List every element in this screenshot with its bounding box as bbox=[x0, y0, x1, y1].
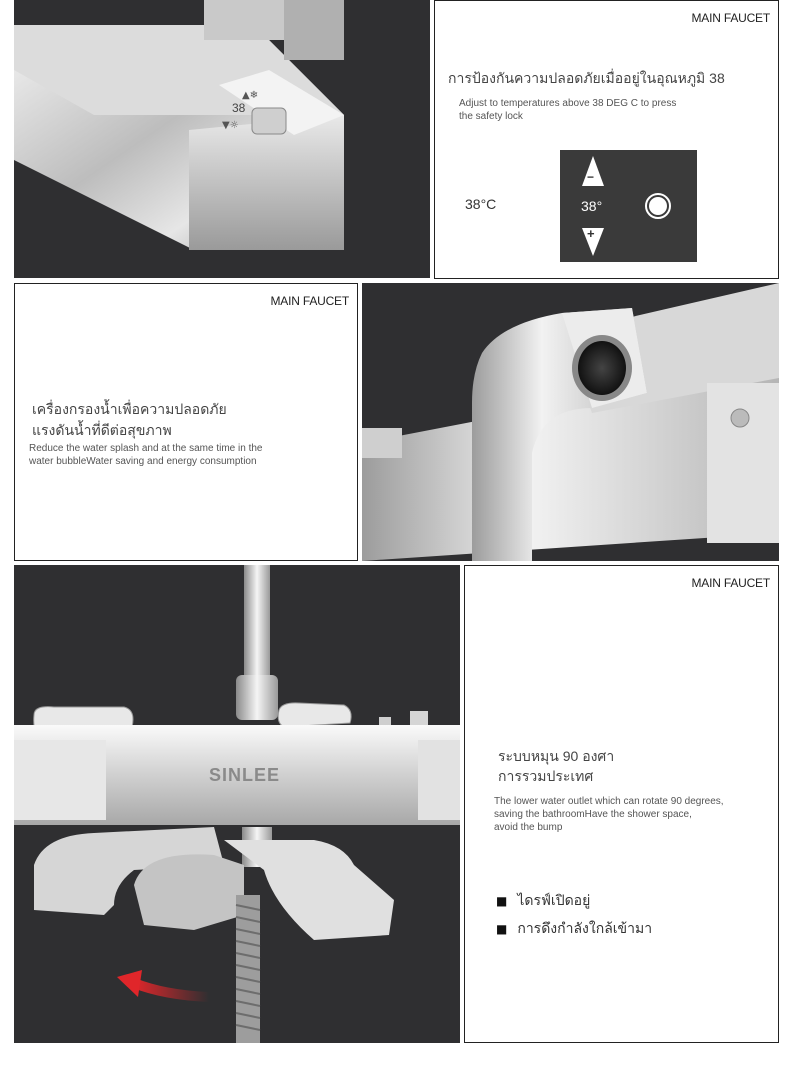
faucet-knob-illustration bbox=[14, 0, 430, 278]
spout-illustration bbox=[362, 283, 779, 561]
svg-text:▼☼: ▼☼ bbox=[222, 120, 239, 131]
main-faucet-tag: MAIN FAUCET bbox=[270, 294, 349, 308]
knob-temperature-label: 38 bbox=[232, 101, 246, 115]
feature-text: ไดรฟ์เปิดอยู่ bbox=[517, 892, 591, 908]
spout-aerator-photo bbox=[362, 283, 779, 561]
plus-sign: + bbox=[587, 226, 595, 241]
minus-sign: − bbox=[587, 170, 595, 184]
rotation-description-line3: avoid the bump bbox=[494, 822, 563, 833]
filter-description-line1: Reduce the water splash and at the same time in the bbox=[29, 443, 263, 454]
filter-title-line1: เครื่องกรองน้ำเพื่อความปลอดภัย bbox=[32, 401, 227, 417]
main-faucet-tag: MAIN FAUCET bbox=[691, 576, 770, 590]
rotation-description-line2: saving the bathroomHave the shower space, bbox=[494, 809, 692, 820]
filter-description-line2: water bubbleWater saving and energy consumption bbox=[29, 456, 257, 467]
safety-description-line1: Adjust to temperatures above 38 DEG C to press bbox=[459, 98, 677, 109]
rotation-description-line1: The lower water outlet which can rotate 90 degrees, bbox=[494, 796, 724, 807]
safety-lock-info-box bbox=[434, 0, 779, 279]
safety-title: การป้องกันความปลอดภัยเมื่ออยู่ในอุณหภูมิ 38 bbox=[448, 70, 725, 86]
display-temperature: 38° bbox=[581, 198, 603, 214]
brand-logo: SINLEE bbox=[209, 765, 281, 785]
feature-list bbox=[496, 891, 652, 939]
bullet-icon: ■ bbox=[496, 922, 508, 936]
aerator-mesh-icon bbox=[578, 341, 626, 395]
faucet-body-illustration bbox=[14, 565, 460, 1043]
thermostat-knob-photo bbox=[14, 0, 430, 278]
safety-description-line2: the safety lock bbox=[459, 111, 523, 122]
rotation-title-line1: ระบบหมุน 90 องศา bbox=[498, 748, 615, 764]
rotation-info-box bbox=[464, 565, 779, 1043]
svg-text:▲❄: ▲❄ bbox=[242, 90, 259, 101]
feature-text: การดึงกำลังใกล้เข้ามา bbox=[517, 920, 653, 936]
filter-title-line2: แรงดันน้ำที่ดีต่อสุขภาพ bbox=[32, 422, 172, 438]
rotation-title-line2: การรวมประเทศ bbox=[498, 768, 594, 784]
list-item bbox=[496, 891, 652, 911]
bullet-icon: ■ bbox=[496, 894, 508, 908]
main-faucet-tag: MAIN FAUCET bbox=[691, 11, 770, 25]
list-item bbox=[496, 919, 652, 939]
temperature-value: 38°C bbox=[465, 196, 497, 212]
water-filter-info-box bbox=[14, 283, 358, 561]
temperature-control-display bbox=[560, 150, 697, 262]
faucet-body-photo bbox=[14, 565, 460, 1043]
